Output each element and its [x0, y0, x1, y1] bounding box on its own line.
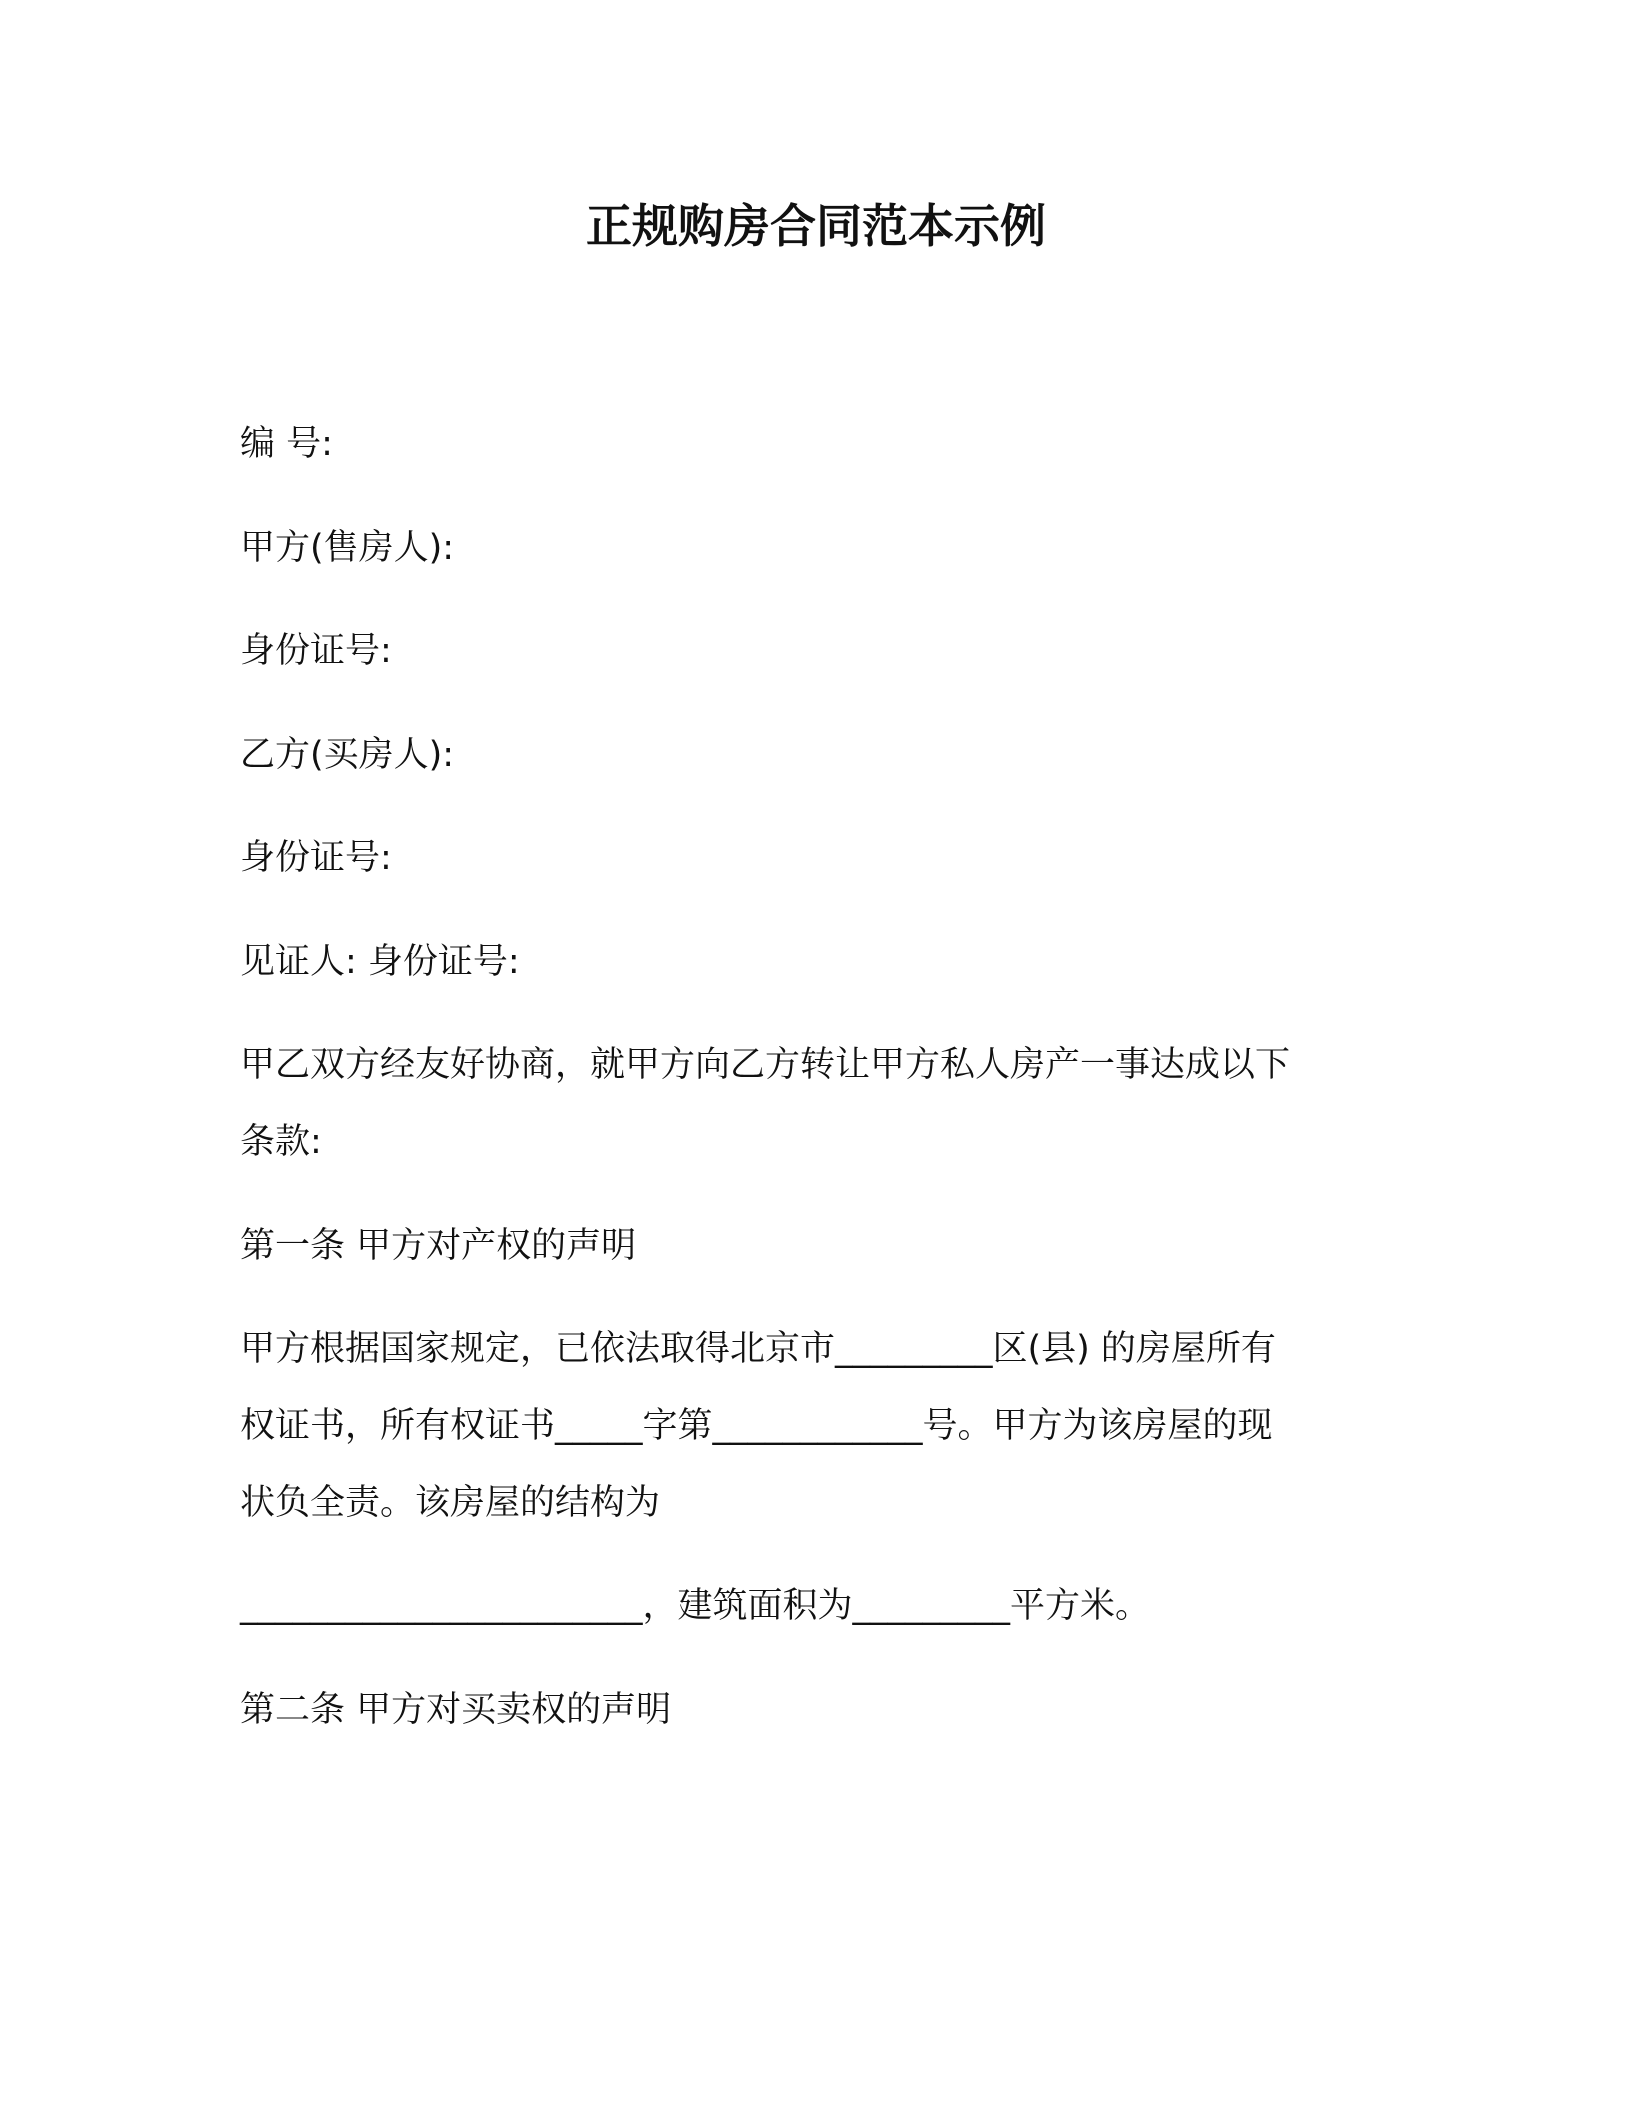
field-number: 编 号: — [240, 424, 333, 464]
field-buyer: 乙方(买房人): — [240, 735, 455, 775]
article-1-line-3: 状负全责。该房屋的结构为 — [240, 1483, 661, 1523]
field-witness: 见证人: 身份证号: — [240, 942, 520, 982]
article-1-line-1: 甲方根据国家规定，已依法取得北京市_________区(县) 的房屋所有 — [240, 1329, 1276, 1369]
intro-line-2: 条款: — [240, 1122, 322, 1162]
field-buyer-id: 身份证号: — [240, 838, 392, 878]
document-title: 正规购房合同范本示例 — [586, 199, 1046, 253]
article-2-heading: 第二条 甲方对买卖权的声明 — [240, 1690, 672, 1730]
intro-line-1: 甲乙双方经友好协商，就甲方向乙方转让甲方私人房产一事达成以下 — [240, 1045, 1291, 1085]
field-seller-id: 身份证号: — [240, 631, 392, 671]
article-1-line-4: _______________________，建筑面积为_________平方米。 — [240, 1586, 1151, 1626]
field-seller: 甲方(售房人): — [240, 528, 455, 568]
article-1-line-2: 权证书，所有权证书_____字第____________号。甲方为该房屋的现 — [240, 1406, 1273, 1446]
article-1-heading: 第一条 甲方对产权的声明 — [240, 1226, 637, 1266]
